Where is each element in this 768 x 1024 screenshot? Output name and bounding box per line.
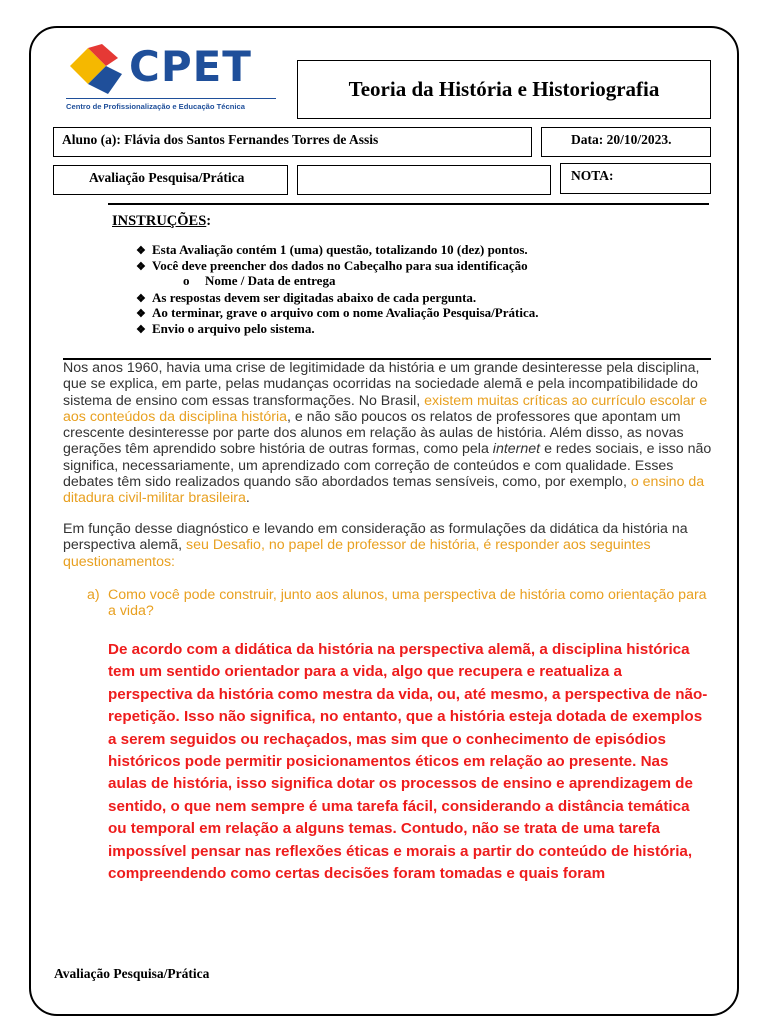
diamond-bullet-icon: ❖	[136, 261, 146, 273]
diamond-bullet-icon: ❖	[136, 245, 146, 257]
instructions-title	[112, 213, 211, 230]
instruction-text: Nome / Data de entrega	[205, 273, 336, 288]
context-paragraph	[63, 360, 713, 507]
italic-run: internet	[492, 441, 541, 458]
text-run: Em função desse diagnóstico e levando em consideração as formulações da didática da história na perspectiva alemã,	[63, 521, 688, 554]
footer-label: Avaliação Pesquisa/Prática	[54, 966, 210, 981]
divider-top	[108, 203, 709, 205]
circle-bullet-icon: o	[183, 273, 190, 288]
logo-brand: CPET	[129, 42, 252, 91]
text-run: e redes sociais, e isso não significa, necessariamente, um aprendizado com correção de conteúdos e com qualidade. Esses debates têm sido realizados quando são abordados temas sensíveis, como, por exemplo,	[63, 441, 712, 491]
question-a	[87, 587, 717, 620]
text-run: Nos anos 1960, havia uma crise de legitimidade da história e um grande desinteresse pela disciplina, que se explica, em parte, pelas mudanças ocorridas na sociedade alemã e pela incompatibilidade do sistema de ensino com essas transformações. No Brasil,	[63, 360, 700, 409]
diamond-bullet-icon: ❖	[136, 308, 146, 320]
cpet-logo	[66, 44, 266, 116]
grade-field: NOTA:	[560, 163, 711, 194]
cpet-logo-icon	[66, 44, 128, 98]
evaluation-field: Avaliação Pesquisa/Prática	[53, 165, 288, 195]
diamond-bullet-icon: ❖	[136, 324, 146, 336]
challenge-paragraph	[63, 521, 713, 570]
answer-text: De acordo com a didática da história na perspectiva alemã, a disciplina histórica tem um sentido orientador para a vida, algo que recupera e reatualiza a perspectiva da história como mestra da vida, ou, até mesmo, a perspectiva de não-repetição. Isso não significa, no entanto, que a história esteja dotada de exemplos a serem seguidos ou rechaçados, mas sim que o conhecimento de episódios históricos pode permitir posicionamentos éticos em relação ao presente. Nas aulas de história, isso significa dotar os processos de ensino e aprendizagem de sentido, o que nem sempre é uma tarefa fácil, considerando a distância temática ou temporal em relação a alguns temas. Contudo, não se trata de uma tarefa impossível pensar nas reflexões éticas e morais a partir do conteúdo de história, compreendendo como certas decisões foram tomadas e quais foram	[108, 641, 708, 883]
logo-subtitle: Centro de Profissionalização e Educação Técnica	[66, 102, 245, 111]
instruction-text: Ao terminar, grave o arquivo com o nome Avaliação Pesquisa/Prática.	[152, 305, 539, 320]
highlight-run: seu Desafio, no papel de professor de história, é responder aos seguintes questionamentos:	[63, 537, 651, 570]
instruction-text: Envio o arquivo pelo sistema.	[152, 321, 315, 336]
instruction-text: As respostas devem ser digitadas abaixo de cada pergunta.	[152, 290, 477, 305]
instruction-item	[136, 242, 528, 259]
student-field: Aluno (a): Flávia dos Santos Fernandes Torres de Assis	[53, 127, 532, 157]
date-field: Data: 20/10/2023.	[541, 127, 711, 157]
text-run: .	[245, 490, 250, 507]
course-title: Teoria da História e Historiografia	[297, 60, 711, 119]
question-text: Como você pode construir, junto aos alunos, uma perspectiva de história como orientação para a vida?	[108, 587, 707, 620]
blank-field	[297, 165, 551, 195]
instruction-item	[136, 305, 538, 322]
instruction-text: Você deve preencher dos dados no Cabeçalho para sua identificação	[152, 258, 528, 273]
instruction-item	[136, 321, 315, 338]
instruction-subitem	[183, 273, 335, 288]
instructions-title-colon: :	[206, 213, 212, 229]
instruction-text: Esta Avaliação contém 1 (uma) questão, totalizando 10 (dez) pontos.	[152, 242, 528, 257]
highlight-run: o ensino da ditadura civil-militar brasileira	[63, 474, 705, 507]
instructions-title-text: INSTRUÇÕES	[112, 213, 207, 229]
logo-rule	[66, 98, 276, 99]
question-label: a)	[87, 587, 100, 603]
diamond-bullet-icon: ❖	[136, 293, 146, 305]
highlight-run: existem muitas críticas ao currículo escolar e aos conteúdos da disciplina história	[63, 392, 708, 425]
text-run: , e não são poucos os relatos de professores que apontam um crescente desinteresse por parte dos alunos em relação às aulas de história. Além disso, as novas gerações têm aprendido sobre história de outras formas, como pela	[63, 408, 684, 458]
